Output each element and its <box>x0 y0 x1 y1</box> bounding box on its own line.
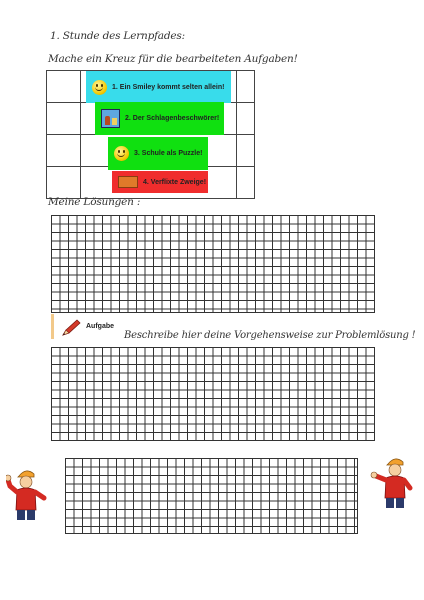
picture-icon <box>101 109 120 128</box>
station-3-banner <box>108 137 208 170</box>
description-grid[interactable] <box>51 347 375 441</box>
checkbox-cell[interactable] <box>47 103 81 135</box>
waving-worker-figure <box>370 454 416 510</box>
smiley-icon <box>92 80 107 95</box>
instruction-text: Mache ein Kreuz für die bearbeiteten Aufgaben! <box>48 53 298 65</box>
station-1-banner <box>86 71 231 103</box>
station-3-label: 3. Schule als Puzzle! <box>134 150 203 157</box>
task-marker <box>51 314 54 339</box>
station-4-banner <box>112 171 208 193</box>
page-title: 1. Stunde des Lernpfades: <box>50 30 185 42</box>
solutions-grid[interactable] <box>51 215 375 313</box>
checkbox-cell[interactable] <box>47 135 81 167</box>
checkbox-cell[interactable] <box>47 71 81 103</box>
checkbox-cell[interactable] <box>47 167 81 199</box>
station-2-label: 2. Der Schlagenbeschwörer! <box>125 115 220 122</box>
task-description: Beschreibe hier deine Vorgehensweise zur Problemlösung ! <box>124 330 416 341</box>
twig-icon <box>118 176 138 188</box>
thumbs-up-worker-figure <box>6 466 52 522</box>
station-1-label: 1. Ein Smiley kommt selten allein! <box>112 83 225 91</box>
station-2-banner <box>95 102 224 135</box>
pencil-icon <box>60 318 82 338</box>
solutions-label: Meine Lösungen : <box>48 196 141 208</box>
smiley-icon <box>114 146 129 161</box>
task-label: Aufgabe <box>86 323 114 330</box>
extra-grid[interactable] <box>65 458 358 534</box>
station-4-label: 4. Verflixte Zweige! <box>143 178 207 186</box>
